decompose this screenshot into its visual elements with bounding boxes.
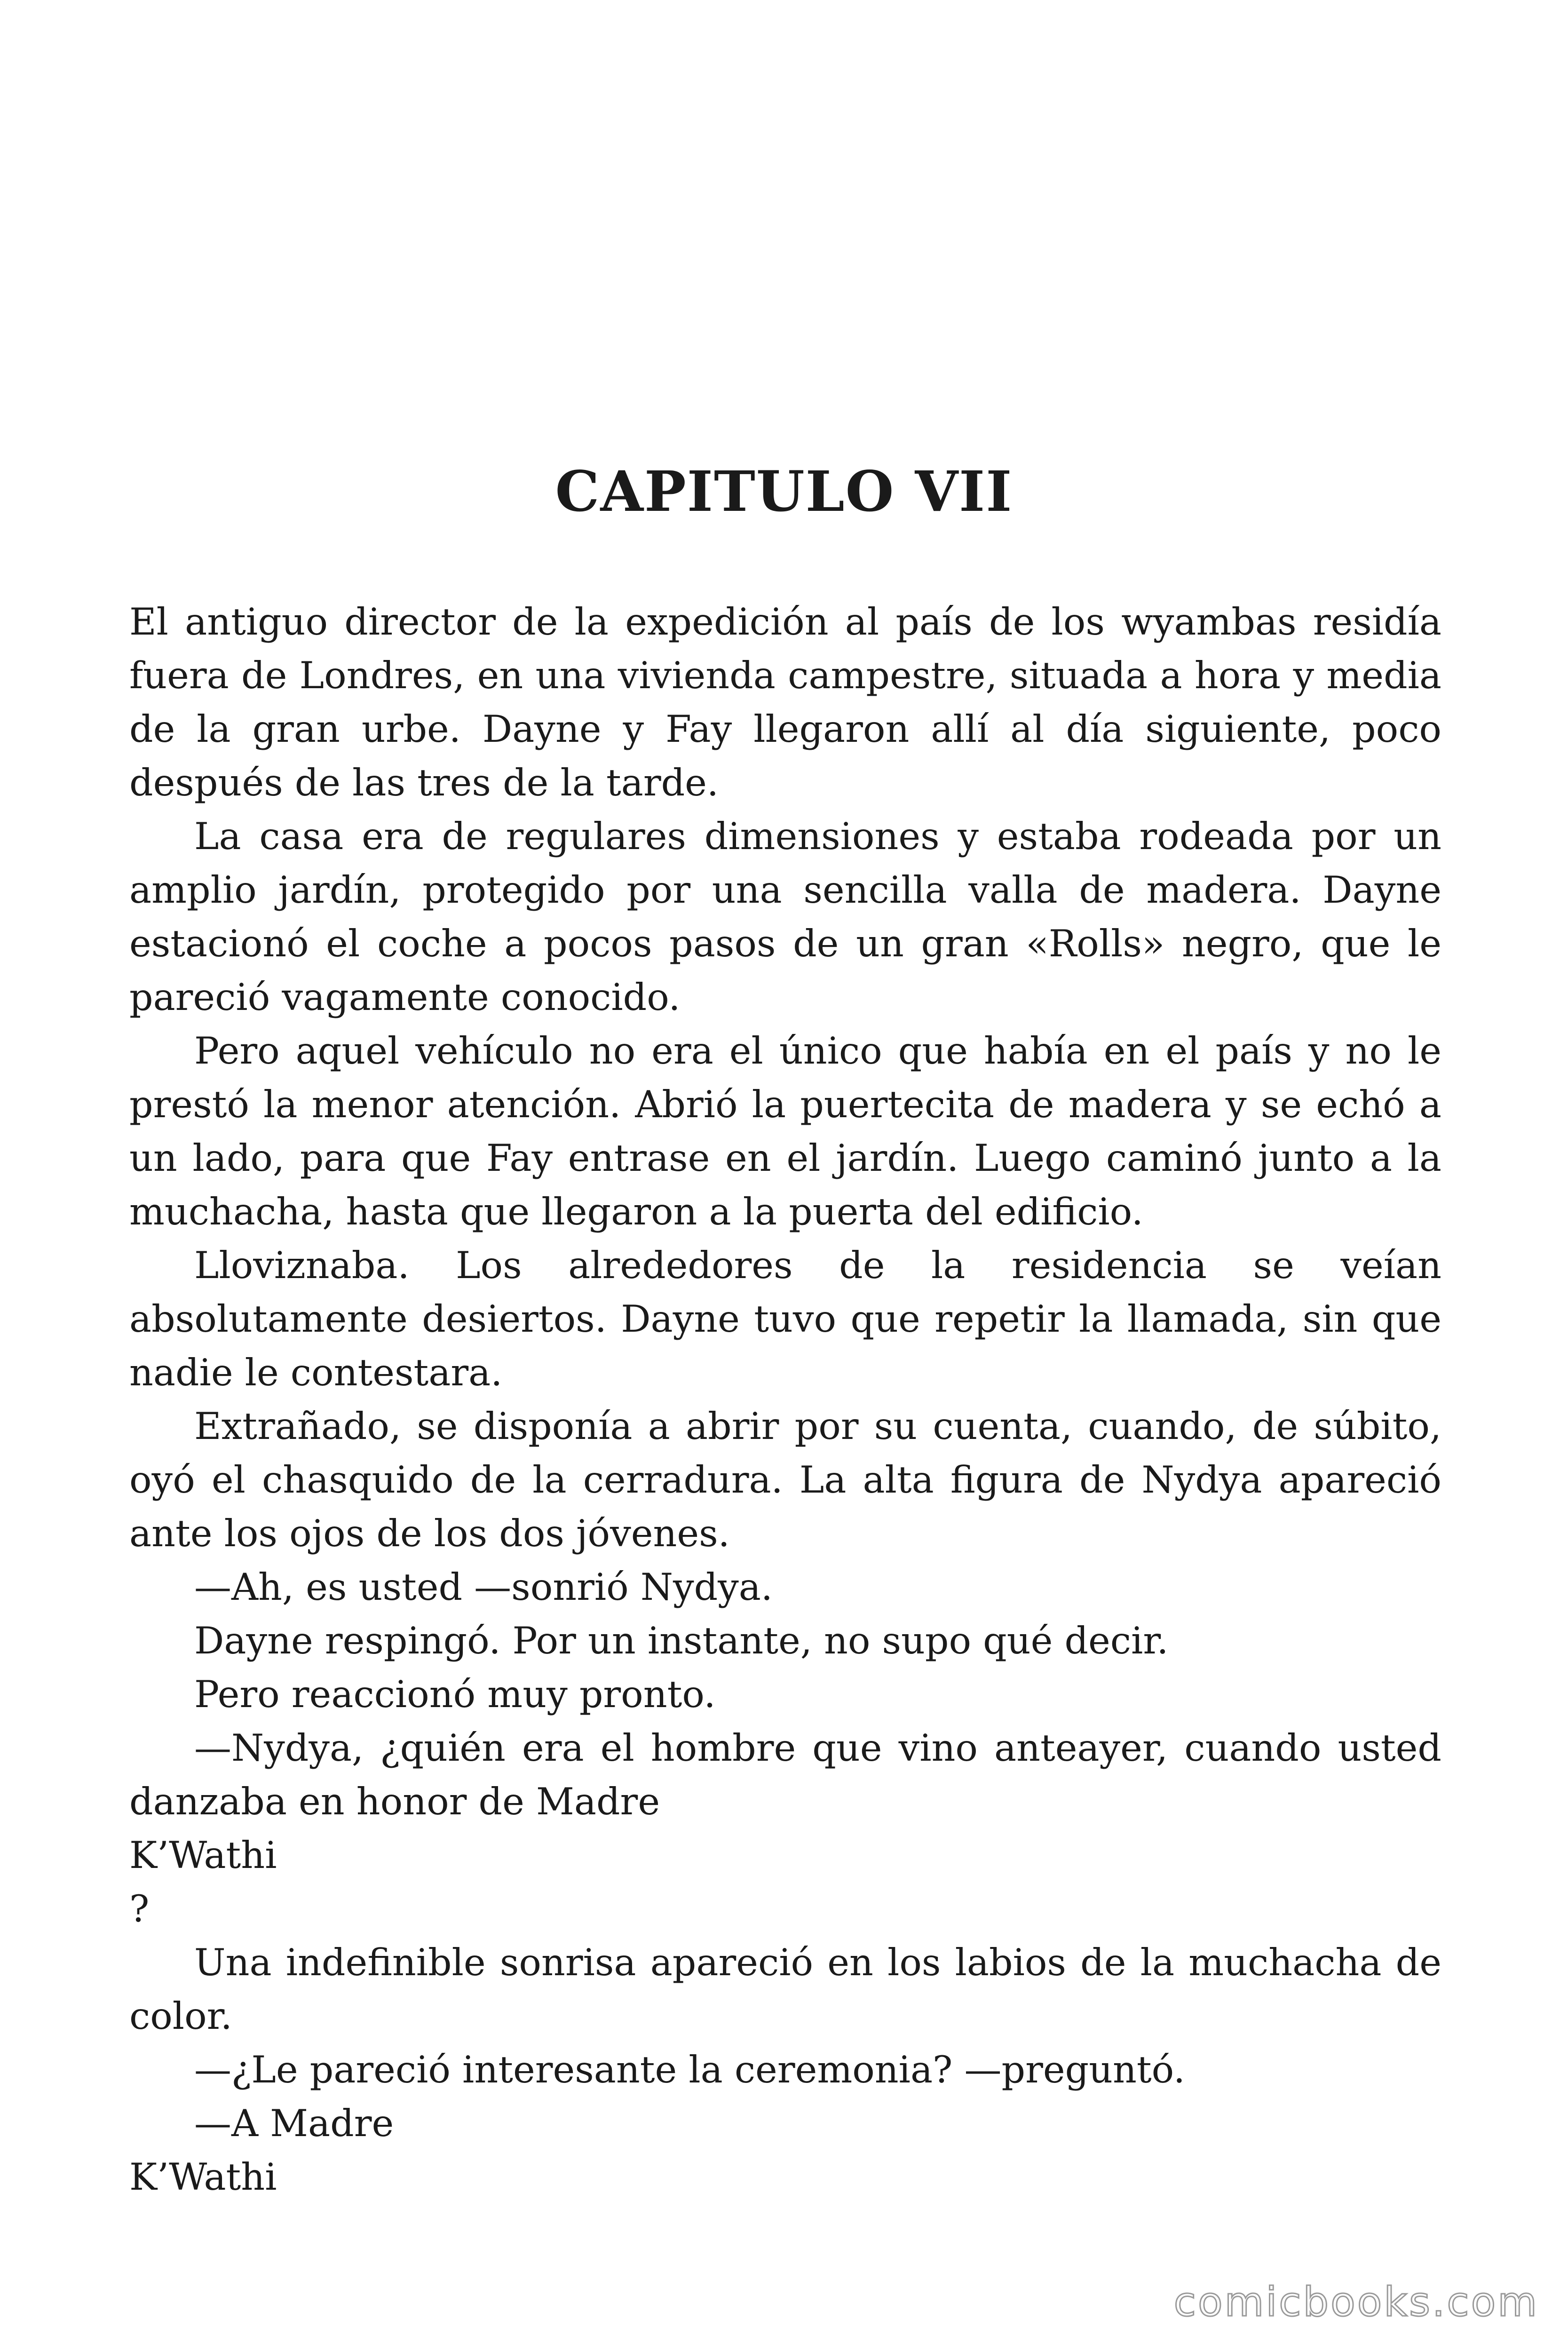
- paragraph: —Nydya, ¿quién era el hombre que vino anteayer, cuando usted danzaba en honor de Madre: [129, 1726, 1441, 1823]
- paragraph: El antiguo director de la expedición al país de los wyambas residía fuera de Londres, en una vivienda campestre, situada a hora y media de la gran urbe. Dayne y Fay llegaron allí al día siguiente, poco después de las tres de la tarde.: [129, 600, 1441, 804]
- watermark-text: comicbooks.com: [1173, 2279, 1539, 2326]
- paragraph: Una indefinible sonrisa apareció en los labios de la muchacha de color.: [129, 1941, 1441, 2038]
- paragraph: K’Wathi: [129, 2155, 277, 2199]
- paragraph: Extrañado, se disponía a abrir por su cuenta, cuando, de súbito, oyó el chasquido de la cerradura. La alta figura de Nydya apareció ante los ojos de los dos jóvenes.: [129, 1405, 1441, 1555]
- paragraph: Lloviznaba. Los alrededores de la residencia se veían absolutamente desiertos. Dayne tuvo que repetir la llamada, sin que nadie le contestara.: [129, 1244, 1441, 1394]
- paragraph: —Ah, es usted —sonrió Nydya.: [194, 1565, 773, 1609]
- paragraph: Pero aquel vehículo no era el único que había en el país y no le prestó la menor atención. Abrió la puertecita de madera y se echó a un lado, para que Fay entrase en el jardín. Luego caminó junto a la muchacha, hasta que llegaron a la puerta del edificio.: [129, 1029, 1441, 1233]
- paragraph: —¿Le pareció interesante la ceremonia? —preguntó.: [194, 2048, 1185, 2091]
- paragraph: —A Madre: [194, 2102, 394, 2145]
- paragraph: La casa era de regulares dimensiones y estaba rodeada por un amplio jardín, protegido por una sencilla valla de madera. Dayne estacionó el coche a pocos pasos de un gran «Rolls» negro, que le pareció vagamente conocido.: [129, 815, 1441, 1019]
- paragraph: Pero reaccionó muy pronto.: [194, 1673, 716, 1716]
- chapter-title: CAPITULO VII: [555, 459, 1013, 524]
- paragraph: ?: [129, 1887, 150, 1931]
- chapter-body: [129, 595, 1441, 2204]
- paragraph: Dayne respingó. Por un instante, no supo qué decir.: [194, 1619, 1169, 1662]
- paragraph: K’Wathi: [129, 1834, 277, 1877]
